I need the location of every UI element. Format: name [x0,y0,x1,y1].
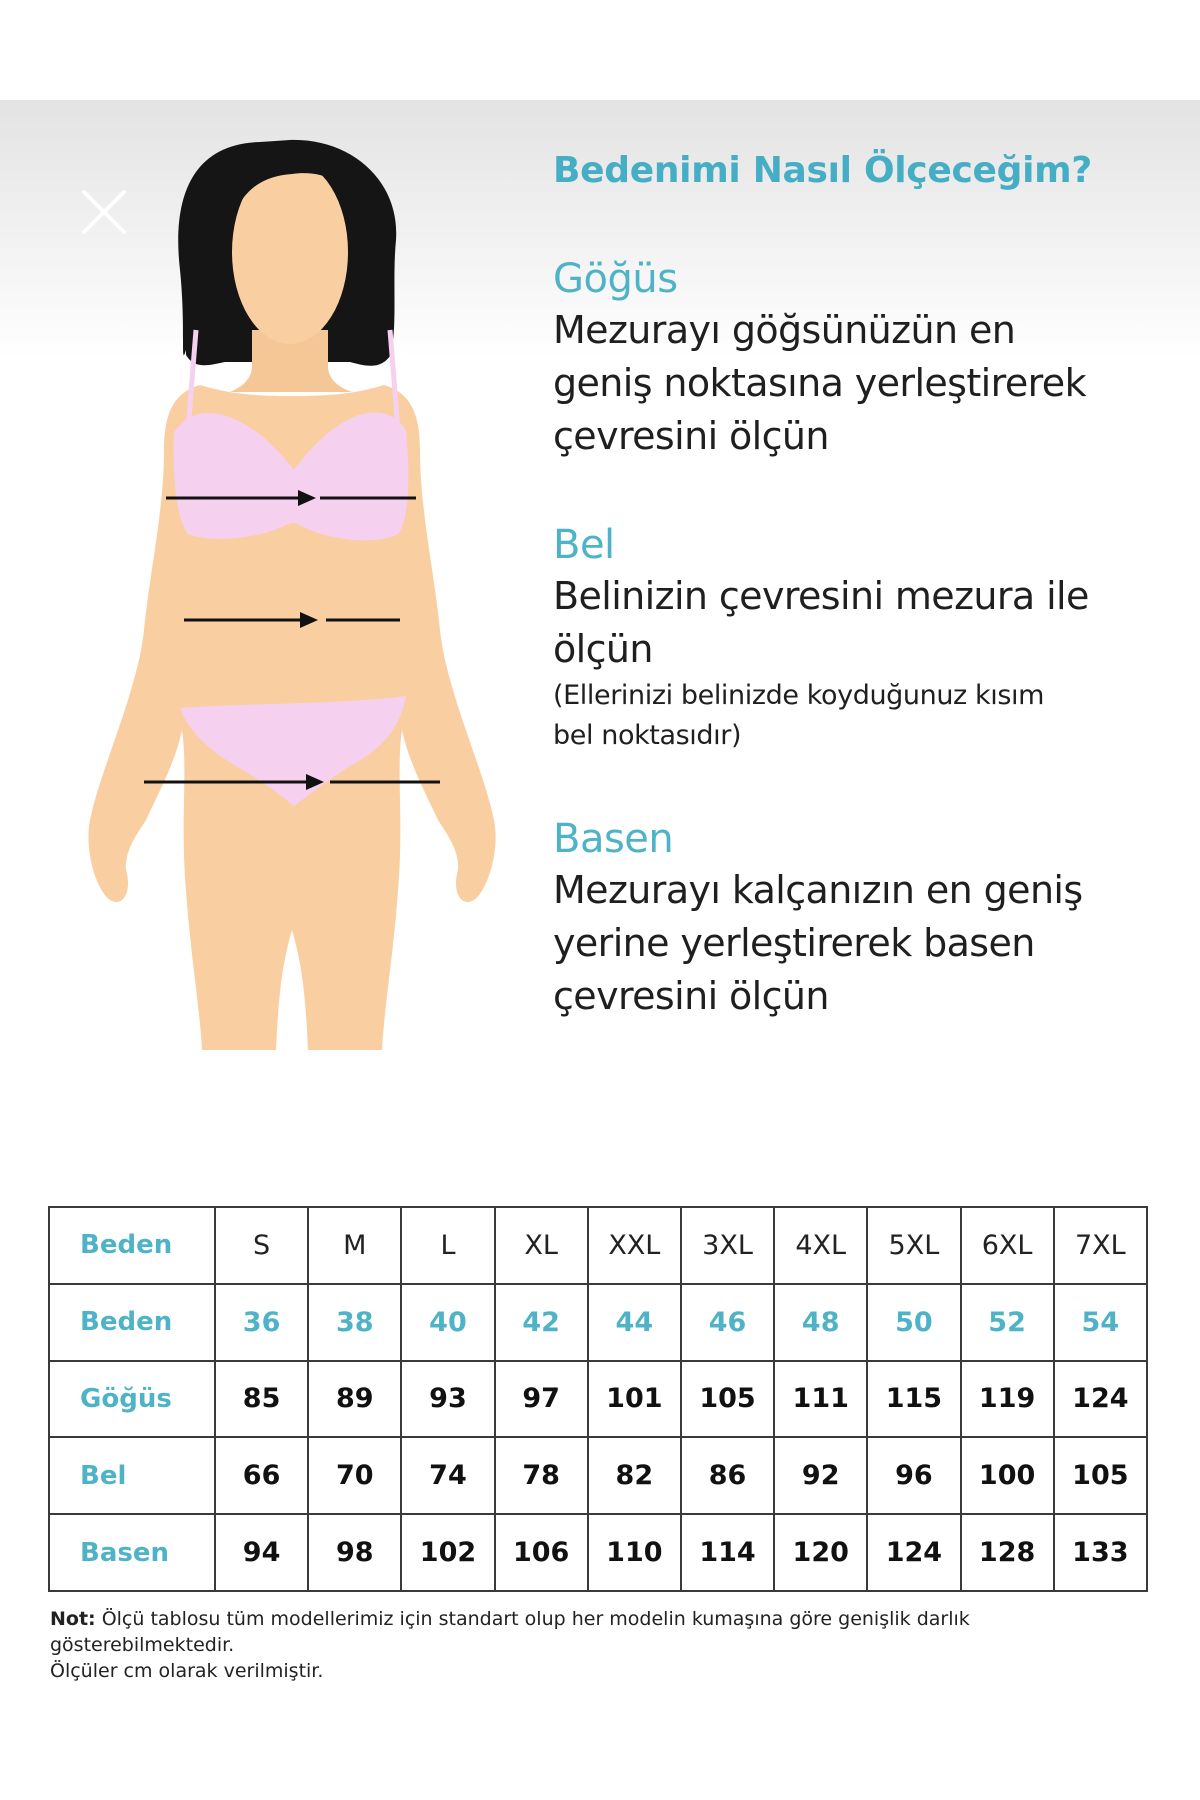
table-cell: 101 [588,1361,681,1438]
hip-text-line: yerine yerleştirerek basen [553,921,1035,965]
bust-section [553,254,1173,463]
waist-text-line: ölçün [553,627,653,671]
table-cell: 50 [867,1284,960,1361]
table-cell: 5XL [867,1207,960,1284]
row-label: Basen [49,1514,215,1591]
table-cell: 114 [681,1514,774,1591]
table-row [49,1437,1147,1514]
hip-heading: Basen [553,816,674,862]
table-row [49,1207,1147,1284]
row-label: Göğüs [49,1361,215,1438]
table-cell: XL [495,1207,588,1284]
table-cell: XXL [588,1207,681,1284]
table-cell: 120 [774,1514,867,1591]
table-cell: 36 [215,1284,308,1361]
table-cell: M [308,1207,401,1284]
table-cell: 94 [215,1514,308,1591]
table-row [49,1361,1147,1438]
table-cell: 70 [308,1437,401,1514]
note-line: Ölçüler cm olarak verilmiştir. [50,1660,324,1682]
table-row [49,1284,1147,1361]
table-cell: 119 [961,1361,1054,1438]
measurement-instructions [553,150,1173,1018]
table-cell: 128 [961,1514,1054,1591]
waist-note-line: (Ellerinizi belinizde koyduğunuz kısım [553,680,1045,711]
table-cell: 89 [308,1361,401,1438]
size-note [50,1606,1160,1684]
size-chart-table [48,1206,1148,1592]
table-cell: 85 [215,1361,308,1438]
table-cell: 105 [681,1361,774,1438]
table-row [49,1514,1147,1591]
note-label: Not: [50,1608,96,1630]
row-label: Bel [49,1437,215,1514]
table-cell: 133 [1054,1514,1147,1591]
hip-section [553,814,1173,1023]
hip-text-line: çevresini ölçün [553,974,829,1018]
table-cell: 38 [308,1284,401,1361]
table-cell: 93 [401,1361,494,1438]
table-cell: 40 [401,1284,494,1361]
bust-heading: Göğüs [553,256,678,302]
bust-text-line: geniş noktasına yerleştirerek [553,361,1086,405]
table-cell: 6XL [961,1207,1054,1284]
table-cell: 48 [774,1284,867,1361]
table-cell: 82 [588,1437,681,1514]
table-cell: 97 [495,1361,588,1438]
table-cell: 54 [1054,1284,1147,1361]
table-cell: 106 [495,1514,588,1591]
table-cell: 115 [867,1361,960,1438]
row-label: Beden [49,1207,215,1284]
table-cell: 78 [495,1437,588,1514]
note-line [50,1606,1160,1658]
table-cell: 7XL [1054,1207,1147,1284]
bust-text-line: çevresini ölçün [553,414,829,458]
table-cell: 42 [495,1284,588,1361]
table-cell: 4XL [774,1207,867,1284]
table-cell: 100 [961,1437,1054,1514]
table-cell: 46 [681,1284,774,1361]
table-cell: 111 [774,1361,867,1438]
table-cell: 92 [774,1437,867,1514]
hip-text-line: Mezurayı kalçanızın en geniş [553,868,1083,912]
waist-section [553,520,1173,756]
body-illustration [80,130,510,1050]
waist-heading: Bel [553,522,615,568]
table-cell: L [401,1207,494,1284]
guide-title: Bedenimi Nasıl Ölçeceğim? [553,150,1092,191]
row-label: Beden [49,1284,215,1361]
table-cell: 66 [215,1437,308,1514]
table-cell: 52 [961,1284,1054,1361]
table-cell: 98 [308,1514,401,1591]
table-cell: 124 [1054,1361,1147,1438]
note-text: Ölçü tablosu tüm modellerimiz için standart olup her modelin kumaşına göre genişlik darlık gösterebilmektedir. [50,1608,970,1656]
table-cell: S [215,1207,308,1284]
bust-text-line: Mezurayı göğsünüzün en [553,308,1016,352]
waist-text-line: Belinizin çevresini mezura ile [553,574,1089,618]
table-cell: 44 [588,1284,681,1361]
table-cell: 3XL [681,1207,774,1284]
table-cell: 86 [681,1437,774,1514]
table-cell: 102 [401,1514,494,1591]
waist-note-line: bel noktasıdır) [553,720,742,751]
table-cell: 96 [867,1437,960,1514]
table-cell: 110 [588,1514,681,1591]
table-cell: 124 [867,1514,960,1591]
table-cell: 74 [401,1437,494,1514]
table-cell: 105 [1054,1437,1147,1514]
